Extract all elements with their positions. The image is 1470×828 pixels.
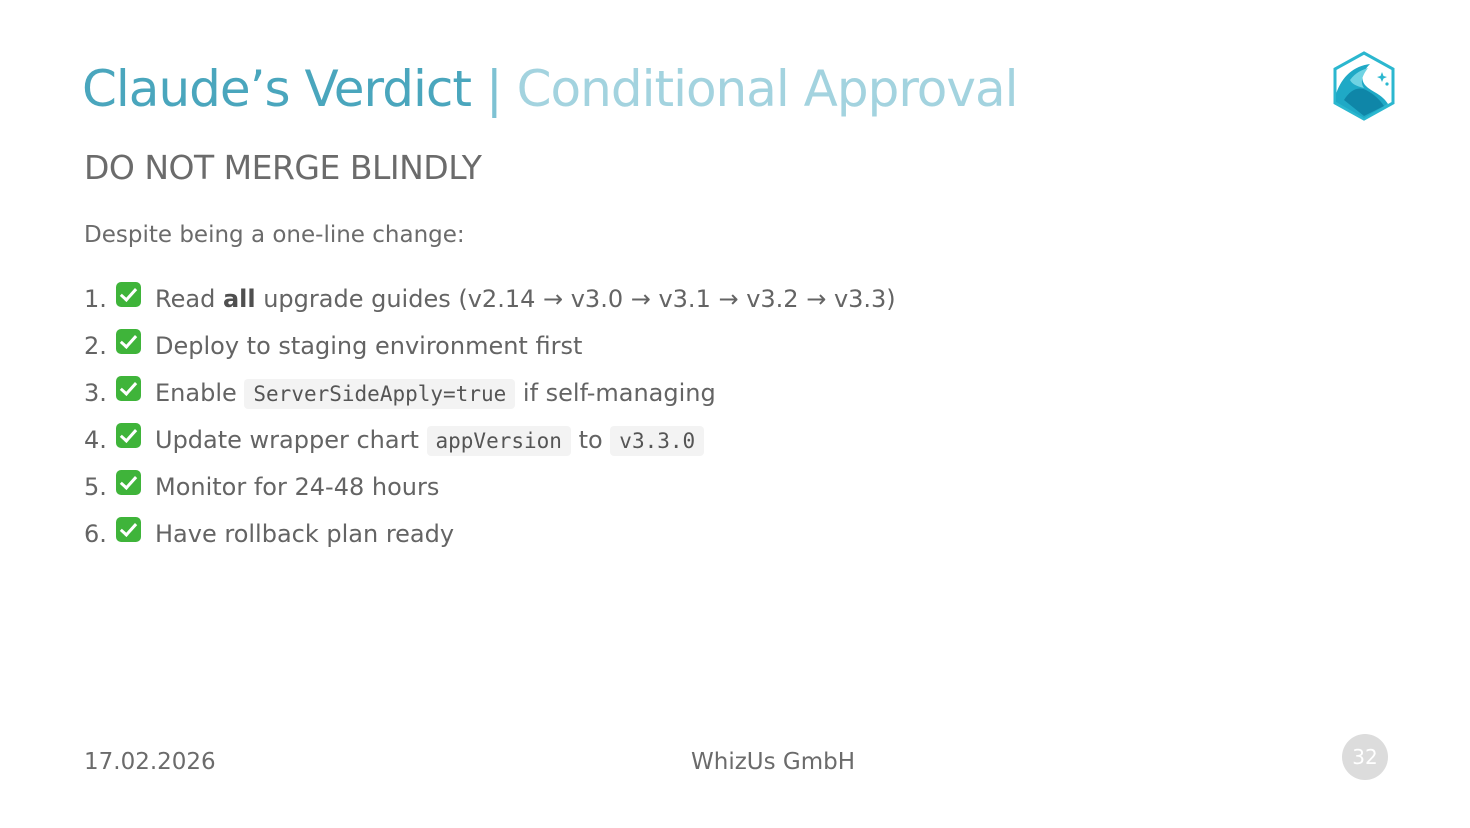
slide-subtitle: DO NOT MERGE BLINDLY [84, 148, 482, 187]
step-text: Read [155, 285, 223, 313]
title-sub: Conditional Approval [516, 60, 1018, 118]
step-text: if self-managing [515, 379, 716, 407]
inline-code: appVersion [427, 426, 571, 456]
title-main: Claude’s Verdict [82, 60, 471, 118]
check-mark-icon [116, 470, 141, 495]
step-text: Have rollback plan ready [155, 520, 455, 548]
step-number: 1. [84, 285, 107, 313]
page-number-badge: 32 [1342, 734, 1388, 780]
step-text: Enable [155, 379, 245, 407]
checklist-item [84, 376, 896, 423]
checklist-item [84, 423, 896, 470]
step-text: Update wrapper chart [155, 426, 427, 454]
intro-text: Despite being a one-line change: [84, 222, 465, 248]
checklist-item [84, 282, 896, 329]
footer-company: WhizUs GmbH [691, 749, 856, 775]
step-number: 4. [84, 426, 107, 454]
inline-code: v3.3.0 [610, 426, 704, 456]
checklist-item [84, 329, 896, 376]
checklist [84, 282, 896, 564]
step-number: 5. [84, 473, 107, 501]
slide-title [82, 56, 1018, 122]
step-number: 6. [84, 520, 107, 548]
step-number: 2. [84, 332, 107, 360]
check-mark-icon [116, 517, 141, 542]
check-mark-icon [116, 282, 141, 307]
step-emphasis: all [222, 285, 256, 313]
checklist-item [84, 470, 896, 517]
step-text: upgrade guides (v2.14 → v3.0 → v3.1 → v3.2 → v3.3) [255, 285, 896, 313]
step-text: Deploy to staging environment first [155, 332, 583, 360]
inline-code: ServerSideApply=true [244, 379, 515, 409]
footer-date: 17.02.2026 [84, 749, 216, 775]
step-text: to [570, 426, 611, 454]
title-separator: | [485, 60, 502, 118]
check-mark-icon [116, 423, 141, 448]
whizus-logo-icon [1330, 50, 1398, 122]
check-mark-icon [116, 329, 141, 354]
check-mark-icon [116, 376, 141, 401]
step-text: Monitor for 24-48 hours [155, 473, 440, 501]
checklist-item [84, 517, 896, 564]
step-number: 3. [84, 379, 107, 407]
